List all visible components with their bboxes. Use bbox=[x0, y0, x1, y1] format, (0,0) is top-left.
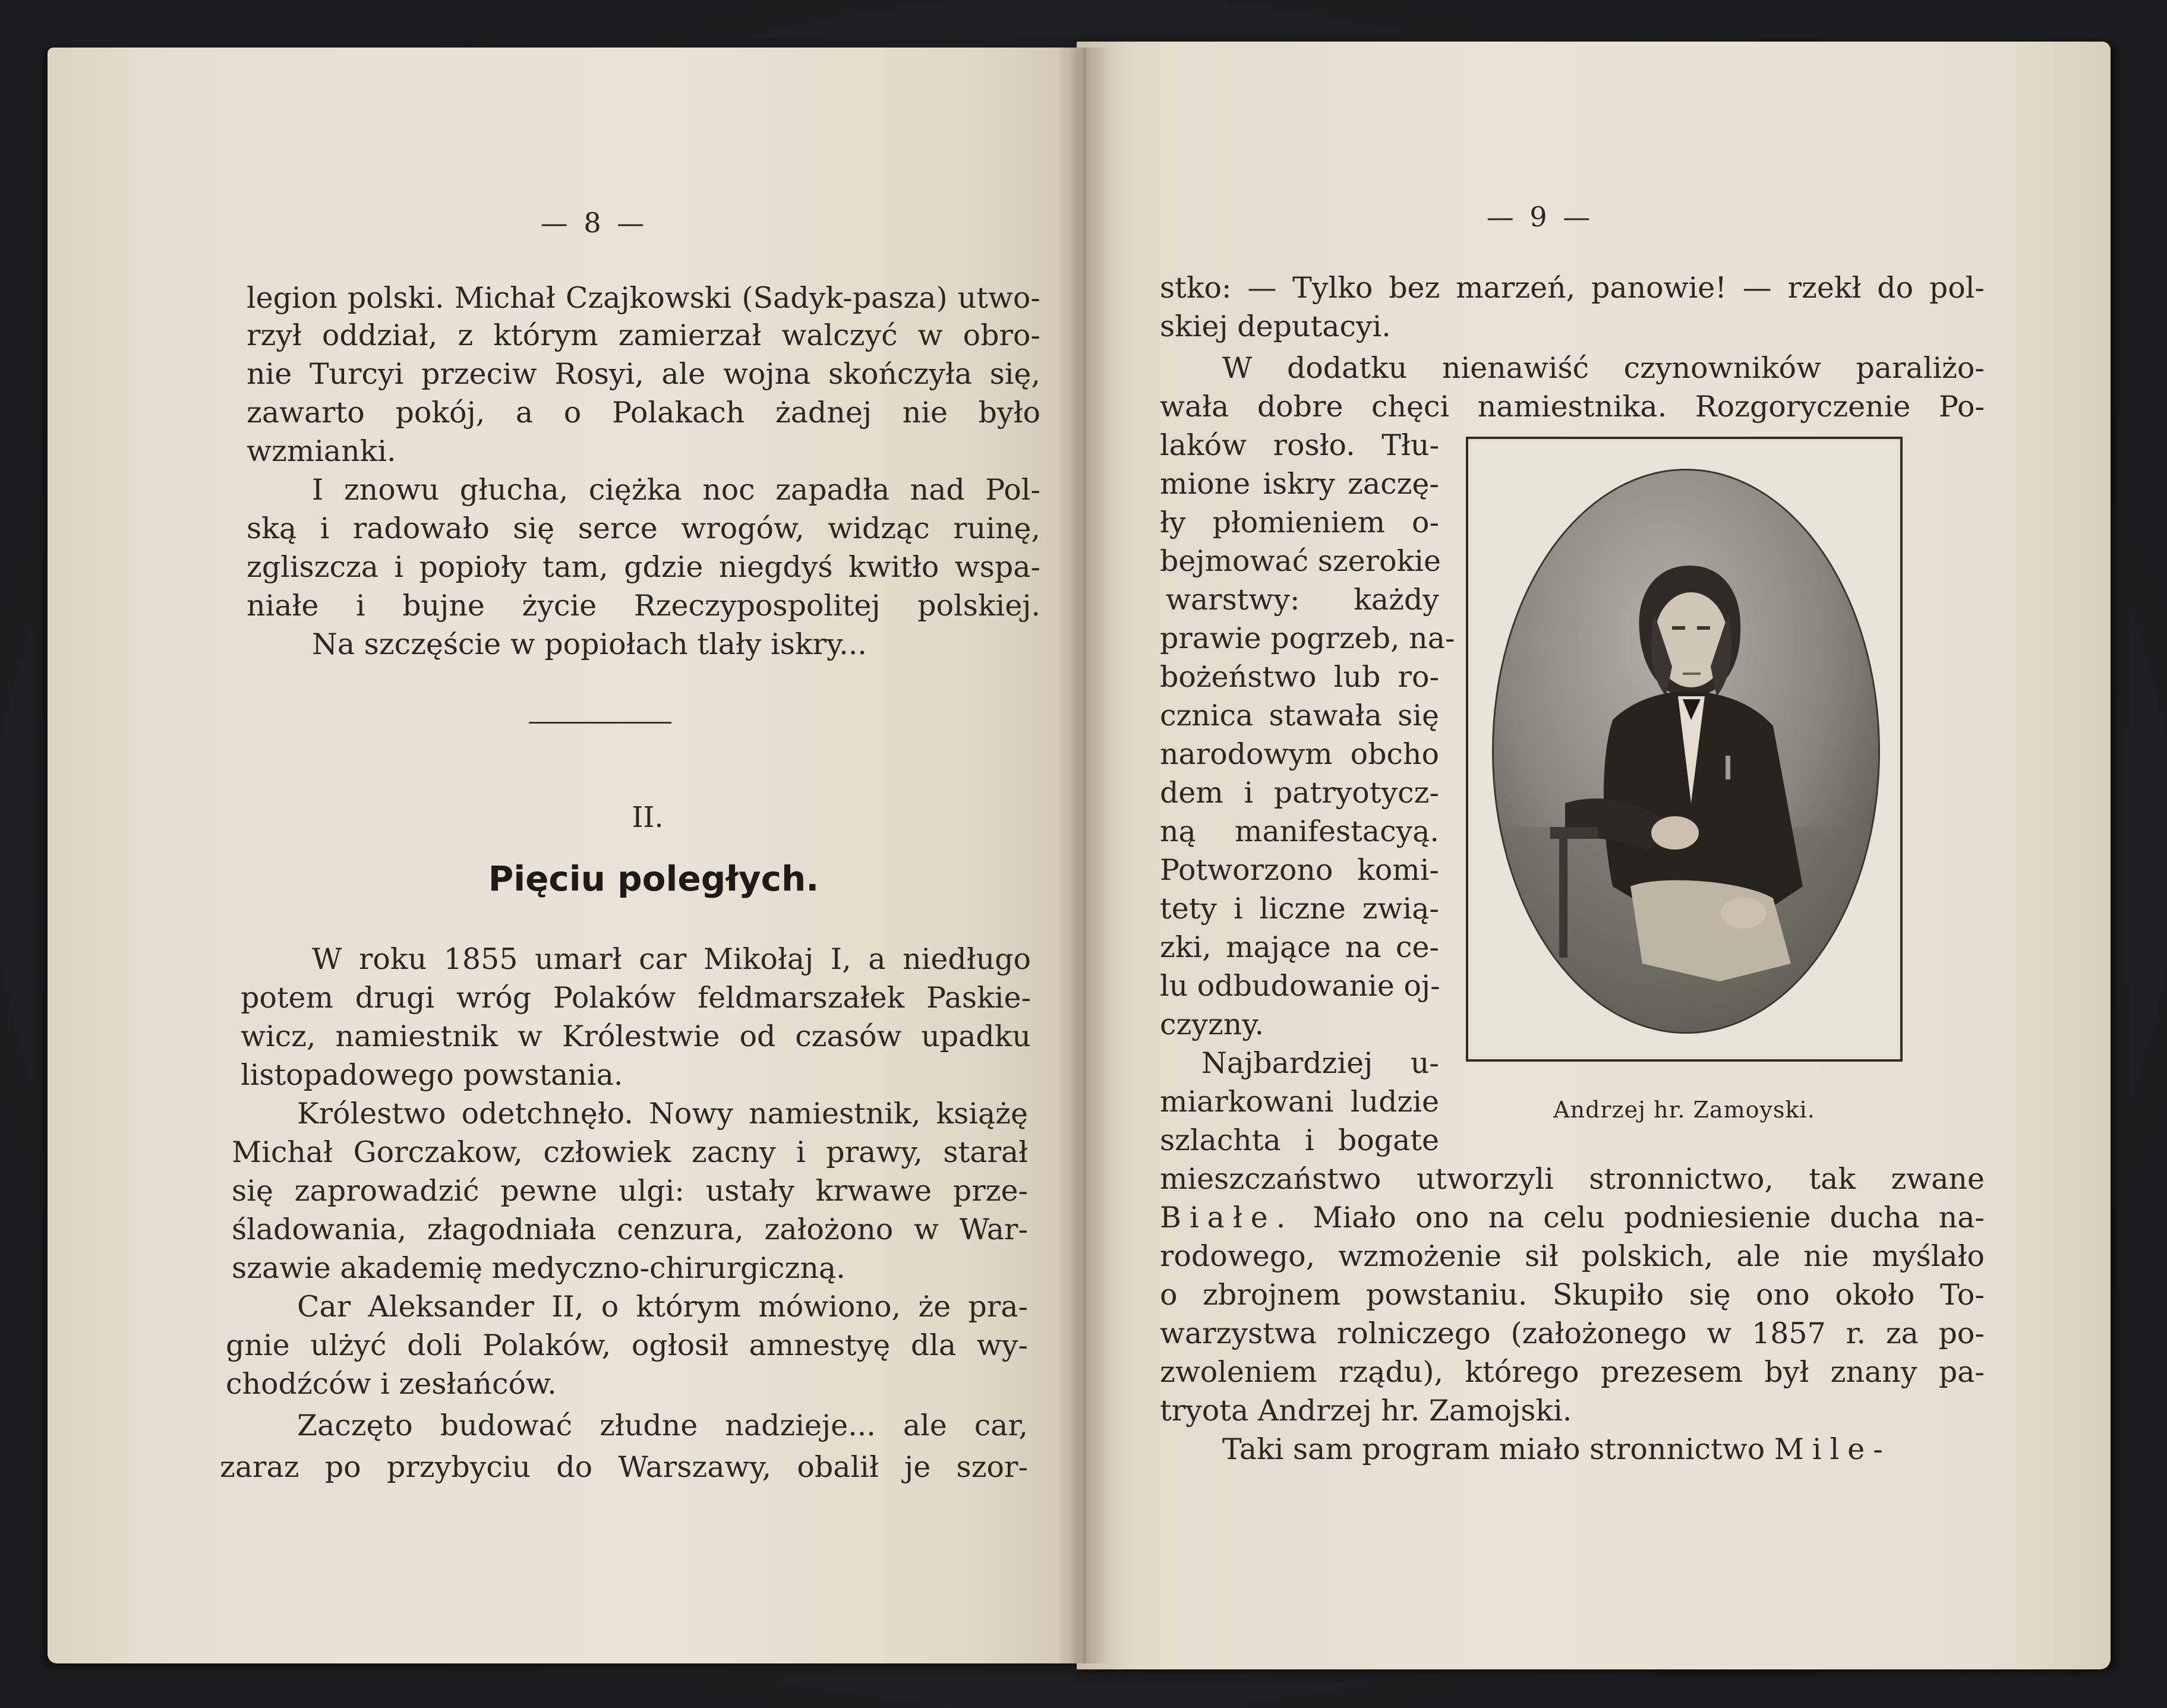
right-page bbox=[1077, 42, 2111, 1669]
text-line: bożeństwo lub ro- bbox=[1160, 660, 1439, 694]
text-line: wicz, namiestnik w Królestwie od czasów upadku bbox=[241, 1019, 1031, 1053]
text-line: zgliszcza i popioły tam, gdzie niegdyś kwitło wspa- bbox=[247, 550, 1040, 584]
page-number-left: — 8 — bbox=[540, 207, 648, 239]
text-line: stko: — Tylko bez marzeń, panowie! — rzekł do pol- bbox=[1160, 271, 1985, 305]
text-line: lu odbudowanie oj- bbox=[1160, 969, 1440, 1003]
text-line: mieszczaństwo utworzyli stronnictwo, tak zwane bbox=[1160, 1162, 1985, 1196]
text-line: nie Turcyi przeciw Rosyi, ale wojna skończyła się, bbox=[247, 357, 1040, 391]
section-title: Pięciu poległych. bbox=[488, 858, 819, 899]
text-line: się zaprowadzić pewne ulgi: ustały krwawe prze- bbox=[232, 1174, 1028, 1208]
text-line: tryota Andrzej hr. Zamojski. bbox=[1160, 1394, 1572, 1428]
text-line: Na szczęście w popiołach tlały iskry... bbox=[312, 627, 867, 661]
text-line: dem i patryotycz- bbox=[1160, 776, 1439, 810]
text-line-biale bbox=[1160, 1200, 1985, 1236]
text-line: zaraz po przybyciu do Warszawy, obalił je szor- bbox=[220, 1450, 1028, 1484]
text-span: Taki sam program miało stronnictwo bbox=[1222, 1432, 1765, 1466]
text-line: czyzny. bbox=[1160, 1008, 1264, 1041]
portrait-oval bbox=[1492, 469, 1880, 1034]
text-line: Zaczęto budować złudne nadzieje... ale car, bbox=[297, 1409, 1028, 1442]
text-line: rodowego, wzmożenie sił polskich, ale nie myślało bbox=[1160, 1239, 1985, 1273]
text-line: wała dobre chęci namiestnika. Rozgoryczenie Po- bbox=[1160, 390, 1985, 424]
text-line: narodowym obcho bbox=[1160, 737, 1439, 771]
section-number: II. bbox=[632, 801, 664, 834]
text-span: Miało ono na celu podniesienie ducha na- bbox=[1294, 1201, 1985, 1235]
page-number-right: — 9 — bbox=[1486, 201, 1594, 233]
text-line: mione iskry zaczę- bbox=[1160, 467, 1439, 501]
text-line: skiej deputacyi. bbox=[1160, 310, 1391, 343]
text-line: W dodatku nienawiść czynowników paraliżo- bbox=[1222, 351, 1985, 385]
text-line: gnie ulżyć doli Polaków, ogłosił amnestyę dla wy- bbox=[226, 1328, 1028, 1362]
portrait-caption: Andrzej hr. Zamoyski. bbox=[1553, 1097, 1815, 1123]
text-line: zki, mające na ce- bbox=[1160, 930, 1439, 964]
text-line: śladowania, złagodniała cenzura, założono w War- bbox=[232, 1213, 1028, 1246]
spaced-word: Białe. bbox=[1160, 1201, 1294, 1235]
text-line: warstwy: każdy bbox=[1166, 583, 1439, 617]
text-line: wzmianki. bbox=[247, 434, 396, 468]
text-line: miarkowani ludzie bbox=[1160, 1085, 1439, 1119]
text-line: Królestwo odetchnęło. Nowy namiestnik, książę bbox=[297, 1097, 1028, 1131]
text-line-last bbox=[1222, 1432, 1985, 1467]
text-line: I znowu głucha, ciężka noc zapadła nad Pol- bbox=[312, 473, 1040, 507]
text-line: cznica stawała się bbox=[1160, 699, 1439, 733]
text-line: listopadowego powstania. bbox=[241, 1058, 623, 1092]
text-line: prawie pogrzeb, na- bbox=[1160, 621, 1455, 655]
text-line: warzystwa rolniczego (założonego w 1857 r. za po- bbox=[1160, 1316, 1985, 1350]
text-line: potem drugi wróg Polaków feldmarszałek Paskie- bbox=[241, 981, 1031, 1015]
text-line: Potworzono komi- bbox=[1160, 853, 1439, 887]
seated-man-illustration bbox=[1494, 471, 1878, 1032]
text-line: Car Aleksander II, o którym mówiono, że pra- bbox=[297, 1290, 1028, 1324]
text-line: szawie akademię medyczno-chirurgiczną. bbox=[232, 1251, 846, 1285]
text-line: niałe i bujne życie Rzeczypospolitej polskiej. bbox=[247, 589, 1040, 623]
text-line: legion polski. Michał Czajkowski (Sadyk-pasza) utwo- bbox=[247, 281, 1040, 315]
text-line: zawarto pokój, a o Polakach żadnej nie było bbox=[247, 396, 1040, 430]
left-page bbox=[48, 48, 1081, 1663]
text-line: rzył oddział, z którym zamierzał walczyć w obro- bbox=[247, 318, 1040, 352]
text-line: ną manifestacyą. bbox=[1160, 814, 1439, 848]
text-line: zwoleniem rządu), którego prezesem był znany pa- bbox=[1160, 1355, 1985, 1389]
spaced-word: Mile- bbox=[1774, 1432, 1891, 1466]
portrait-image bbox=[1466, 437, 1903, 1062]
text-line: o zbrojnem powstaniu. Skupiło się ono około To- bbox=[1160, 1278, 1985, 1312]
text-line: Michał Gorczakow, człowiek zacny i prawy, starał bbox=[232, 1135, 1028, 1169]
text-line: ską i radowało się serce wrogów, widząc ruinę, bbox=[247, 512, 1040, 545]
text-line: szlachta i bogate bbox=[1160, 1123, 1439, 1157]
text-line: laków rosło. Tłu- bbox=[1160, 428, 1439, 462]
text-line: bejmować szerokie bbox=[1160, 544, 1441, 578]
text-line: Najbardziej u- bbox=[1201, 1046, 1439, 1080]
text-line: W roku 1855 umarł car Mikołaj I, a niedługo bbox=[312, 942, 1031, 976]
text-line: tety i liczne zwią- bbox=[1160, 892, 1439, 926]
section-divider bbox=[529, 722, 671, 724]
text-line: ły płomieniem o- bbox=[1160, 506, 1439, 539]
text-line: chodźców i zesłańców. bbox=[226, 1367, 557, 1401]
